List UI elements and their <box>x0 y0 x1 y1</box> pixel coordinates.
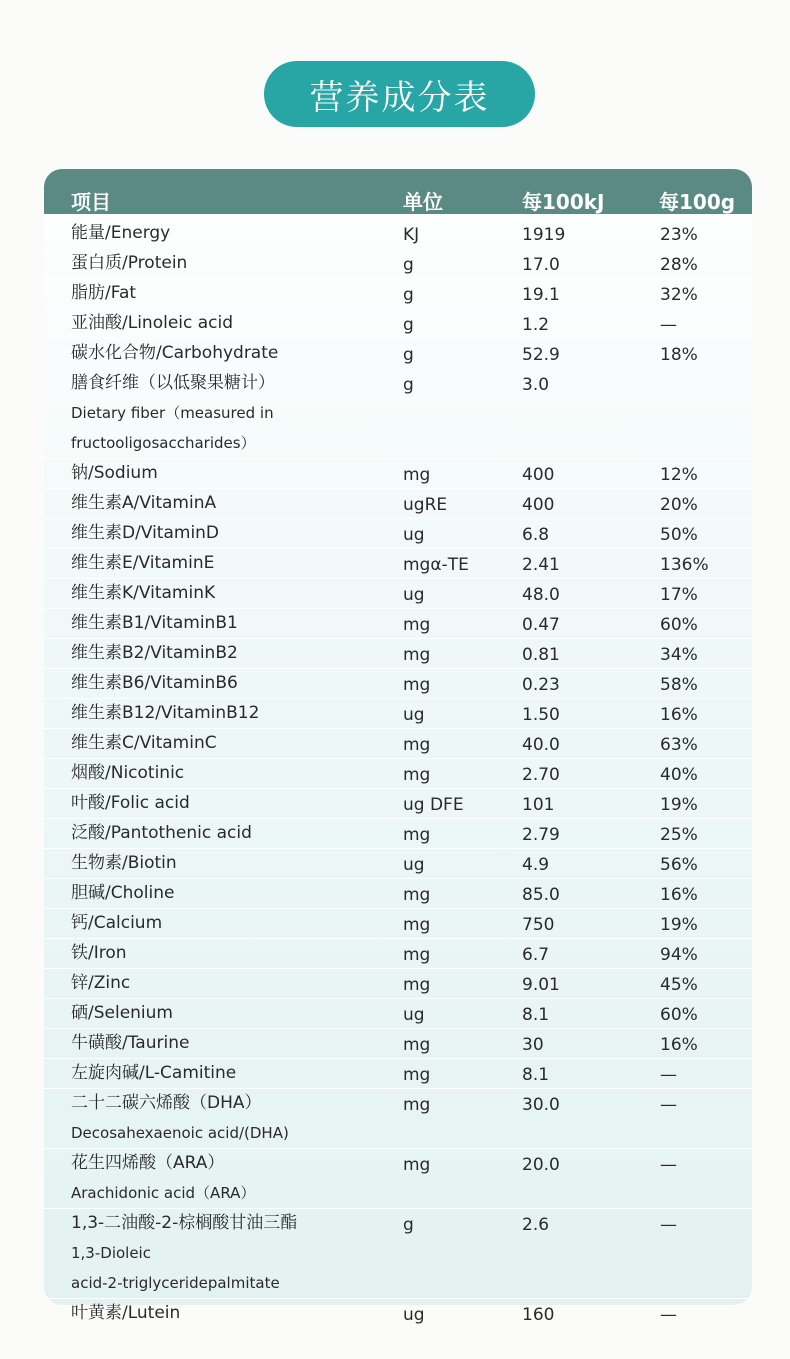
row-value: 1.2 <box>522 315 550 335</box>
row-unit: g <box>403 1215 414 1235</box>
row-value: 2.6 <box>522 1215 550 1235</box>
row-divider <box>44 578 752 579</box>
row-name: 维生素C/VitaminC <box>71 733 217 753</box>
row-divider <box>44 1028 752 1029</box>
row-unit: mg <box>403 975 431 995</box>
row-unit: ug <box>403 585 425 605</box>
row-name: 蛋白质/Protein <box>71 253 188 273</box>
row-divider <box>44 248 752 249</box>
row-unit: mg <box>403 885 431 905</box>
row-name: 维生素B1/VitaminB1 <box>71 613 238 633</box>
page-title: 营养成分表 <box>264 61 535 127</box>
row-name: 泛酸/Pantothenic acid <box>71 823 252 843</box>
row-divider <box>44 758 752 759</box>
row-divider <box>44 818 752 819</box>
row-name: 维生素B2/VitaminB2 <box>71 643 238 663</box>
row-divider <box>44 938 752 939</box>
row-name: 胆碱/Choline <box>71 883 175 903</box>
row-value: 3.0 <box>522 375 550 395</box>
row-divider <box>44 608 752 609</box>
row-percent: 23% <box>660 225 698 245</box>
table-header <box>44 169 752 214</box>
row-value: 52.9 <box>522 345 560 365</box>
row-name: 铁/Iron <box>71 943 127 963</box>
row-unit: mg <box>403 675 431 695</box>
row-value: 2.70 <box>522 765 560 785</box>
row-name: 碳水化合物/Carbohydrate <box>71 343 279 363</box>
row-divider <box>44 698 752 699</box>
row-unit: mg <box>403 1065 431 1085</box>
row-percent: 94% <box>660 945 698 965</box>
row-percent: 40% <box>660 765 698 785</box>
row-unit: mg <box>403 945 431 965</box>
lutein-label: 叶黄素/Lutein <box>71 1303 181 1323</box>
row-percent: 60% <box>660 1005 698 1025</box>
row-percent: 19% <box>660 795 698 815</box>
row-unit: ugRE <box>403 495 448 515</box>
row-value: 400 <box>522 495 555 515</box>
row-value: 19.1 <box>522 285 560 305</box>
row-name-sub: Dietary fiber（measured in <box>71 404 274 422</box>
header-per-g: 每100g <box>659 190 736 214</box>
row-divider <box>44 728 752 729</box>
row-percent: — <box>660 1065 677 1085</box>
row-name: 生物素/Biotin <box>71 853 177 873</box>
row-name: 脂肪/Fat <box>71 283 137 303</box>
row-divider <box>44 908 752 909</box>
row-name: 亚油酸/Linoleic acid <box>71 313 234 333</box>
row-name: 钙/Calcium <box>71 913 163 933</box>
row-unit: mg <box>403 915 431 935</box>
row-unit: g <box>403 375 414 395</box>
row-value: 6.7 <box>522 945 550 965</box>
row-divider <box>44 998 752 999</box>
row-unit: ug <box>403 1305 425 1325</box>
row-percent: 56% <box>660 855 698 875</box>
row-percent: 25% <box>660 825 698 845</box>
row-divider <box>44 218 752 219</box>
row-unit: g <box>403 345 414 365</box>
row-percent: 18% <box>660 345 698 365</box>
row-divider <box>44 548 752 549</box>
row-unit: g <box>403 255 414 275</box>
row-divider <box>44 788 752 789</box>
row-unit: mg <box>403 1035 431 1055</box>
row-value: 101 <box>522 795 555 815</box>
row-percent: 19% <box>660 915 698 935</box>
row-name-sub: Arachidonic acid（ARA） <box>71 1184 256 1202</box>
row-divider <box>44 1088 752 1089</box>
row-divider <box>44 1208 752 1209</box>
row-unit: mg <box>403 765 431 785</box>
row-percent: 58% <box>660 675 698 695</box>
row-percent: 16% <box>660 885 698 905</box>
row-percent: — <box>660 315 677 335</box>
row-name: 1,3-二油酸-2-棕榈酸甘油三酯 <box>71 1213 298 1233</box>
row-percent: 20% <box>660 495 698 515</box>
row-name-sub: fructooligosaccharides） <box>71 434 256 452</box>
row-value: 20.0 <box>522 1155 560 1175</box>
row-name: 左旋肉碱/L-Camitine <box>71 1063 237 1083</box>
row-unit: ug <box>403 1005 425 1025</box>
row-value: 8.1 <box>522 1065 550 1085</box>
row-unit: mg <box>403 645 431 665</box>
row-name: 膳食纤维（以低聚果糖计） <box>71 373 275 393</box>
row-name: 维生素B12/VitaminB12 <box>71 703 260 723</box>
row-unit: mg <box>403 465 431 485</box>
row-percent: 16% <box>660 705 698 725</box>
row-divider <box>44 1058 752 1059</box>
row-value: 400 <box>522 465 555 485</box>
row-value: 2.79 <box>522 825 560 845</box>
row-name: 维生素A/VitaminA <box>71 493 217 513</box>
row-value: 8.1 <box>522 1005 550 1025</box>
row-value: 30 <box>522 1035 544 1055</box>
row-unit: ug <box>403 855 425 875</box>
row-value: 48.0 <box>522 585 560 605</box>
header-unit: 单位 <box>403 190 443 214</box>
row-value: 85.0 <box>522 885 560 905</box>
row-unit: mg <box>403 615 431 635</box>
row-unit: mg <box>403 1155 431 1175</box>
row-percent: — <box>660 1305 677 1325</box>
row-percent: — <box>660 1215 677 1235</box>
row-divider <box>44 1298 752 1299</box>
row-name: 锌/Zinc <box>71 973 131 993</box>
row-name: 能量/Energy <box>71 223 171 243</box>
row-divider <box>44 338 752 339</box>
row-divider <box>44 668 752 669</box>
row-name: 钠/Sodium <box>71 463 158 483</box>
row-value: 1919 <box>522 225 566 245</box>
row-name: 烟酸/Nicotinic <box>71 763 185 783</box>
row-value: 0.47 <box>522 615 560 635</box>
row-percent: 45% <box>660 975 698 995</box>
row-percent: 136% <box>660 555 709 575</box>
row-unit: ug <box>403 705 425 725</box>
row-divider <box>44 518 752 519</box>
row-name: 二十二碳六烯酸（DHA） <box>71 1093 262 1113</box>
row-percent: 32% <box>660 285 698 305</box>
row-unit: KJ <box>403 225 420 245</box>
row-value: 1.50 <box>522 705 560 725</box>
row-unit: mgα-TE <box>403 555 469 575</box>
row-name: 牛磺酸/Taurine <box>71 1033 190 1053</box>
row-value: 750 <box>522 915 555 935</box>
row-unit: mg <box>403 735 431 755</box>
row-divider <box>44 1148 752 1149</box>
row-name: 维生素D/VitaminD <box>71 523 220 543</box>
row-name: 叶酸/Folic acid <box>71 793 190 813</box>
row-divider <box>44 368 752 369</box>
row-divider <box>44 848 752 849</box>
row-percent: 17% <box>660 585 698 605</box>
row-value: 160 <box>522 1305 555 1325</box>
row-unit: ug <box>403 525 425 545</box>
row-name-sub: Decosahexaenoic acid/(DHA) <box>71 1124 289 1142</box>
row-value: 4.9 <box>522 855 550 875</box>
row-percent: — <box>660 1095 677 1115</box>
row-divider <box>44 458 752 459</box>
row-divider <box>44 278 752 279</box>
row-percent: 63% <box>660 735 698 755</box>
row-name: 维生素E/VitaminE <box>71 553 215 573</box>
row-unit: g <box>403 315 414 335</box>
row-value: 6.8 <box>522 525 550 545</box>
row-value: 30.0 <box>522 1095 560 1115</box>
row-value: 2.41 <box>522 555 560 575</box>
row-name: 硒/Selenium <box>71 1003 173 1023</box>
row-percent: 50% <box>660 525 698 545</box>
row-value: 9.01 <box>522 975 560 995</box>
row-percent: 12% <box>660 465 698 485</box>
row-percent: — <box>660 1155 677 1175</box>
row-value: 17.0 <box>522 255 560 275</box>
row-percent: 16% <box>660 1035 698 1055</box>
row-unit: mg <box>403 1095 431 1115</box>
row-name-sub: acid-2-triglyceridepalmitate <box>71 1274 280 1292</box>
row-name-sub: 1,3-Dioleic <box>71 1244 151 1262</box>
row-divider <box>44 968 752 969</box>
row-divider <box>44 308 752 309</box>
row-name: 花生四烯酸（ARA） <box>71 1153 225 1173</box>
row-divider <box>44 638 752 639</box>
header-per-kj: 每100kJ <box>522 190 605 214</box>
row-percent: 34% <box>660 645 698 665</box>
row-name: 维生素B6/VitaminB6 <box>71 673 238 693</box>
row-unit: mg <box>403 825 431 845</box>
row-name: 维生素K/VitaminK <box>71 583 216 603</box>
row-value: 0.81 <box>522 645 560 665</box>
row-unit: ug DFE <box>403 795 464 815</box>
row-value: 0.23 <box>522 675 560 695</box>
header-item: 项目 <box>71 190 111 214</box>
row-percent: 60% <box>660 615 698 635</box>
row-divider <box>44 878 752 879</box>
row-value: 40.0 <box>522 735 560 755</box>
row-percent: 28% <box>660 255 698 275</box>
row-divider <box>44 488 752 489</box>
row-unit: g <box>403 285 414 305</box>
